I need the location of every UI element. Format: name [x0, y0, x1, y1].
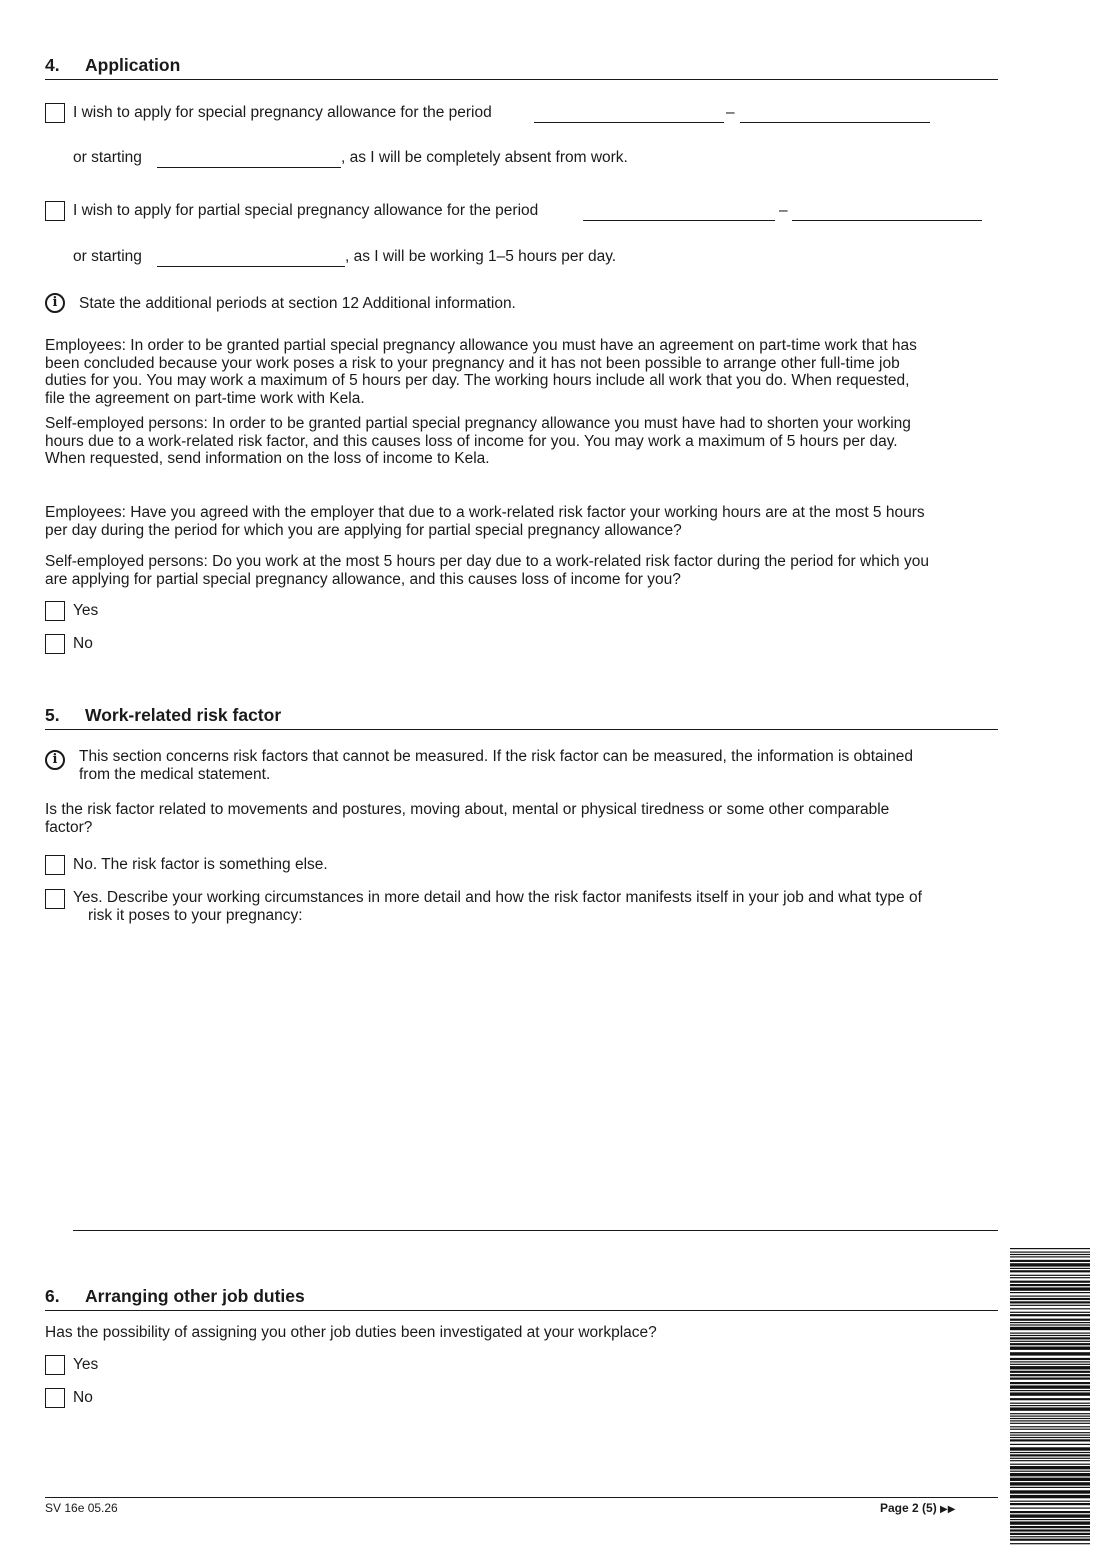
self-employed-question	[45, 553, 1000, 588]
duties-yes-checkbox[interactable]	[45, 1355, 65, 1375]
section-title-text: Application	[85, 55, 181, 75]
barcode-bar	[1010, 1437, 1090, 1438]
barcode-bar	[1010, 1281, 1090, 1283]
section-number: 4.	[45, 55, 60, 75]
barcode-bar	[1010, 1254, 1090, 1255]
question-line: Employees: Have you agreed with the employer that due to a work-related risk factor your working hours are at the most 5 hours	[45, 504, 925, 521]
section-5-title	[45, 705, 281, 726]
paragraph-line: hours due to a work-related risk factor, and this causes loss of income for you. You may work a maximum of 5 hours per day.	[45, 432, 898, 450]
section-title-text: Work-related risk factor	[85, 705, 282, 725]
info-icon: i	[45, 750, 65, 770]
info-note-line: This section concerns risk factors that cannot be measured. If the risk factor can be measured, the information is obtained	[79, 748, 913, 765]
barcode-bar	[1010, 1413, 1090, 1414]
barcode-bar	[1010, 1473, 1090, 1476]
hours-no-checkbox[interactable]	[45, 634, 65, 654]
section-number: 6.	[45, 1286, 60, 1306]
barcode-bar	[1010, 1341, 1090, 1342]
info-icon: i	[45, 293, 65, 313]
barcode-bar	[1010, 1252, 1090, 1253]
barcode-bar	[1010, 1420, 1090, 1421]
barcode-bar	[1010, 1322, 1090, 1323]
barcode-bar	[1010, 1464, 1090, 1465]
barcode-bar	[1010, 1526, 1090, 1528]
question-line: Self-employed persons: Do you work at the most 5 hours per day due to a work-related risk factor during the period for which you	[45, 553, 929, 570]
barcode-bar	[1010, 1343, 1090, 1345]
paragraph-line: Self-employed persons: In order to be granted partial special pregnancy allowance you must have had to shorten your working	[45, 415, 911, 432]
or-starting-label: or starting	[73, 149, 142, 166]
paragraph-line: Employees: In order to be granted partial special pregnancy allowance you must have an agreement on part-time work that has	[45, 337, 917, 354]
barcode-bar	[1010, 1275, 1090, 1276]
section-4-title	[45, 55, 180, 76]
employees-question	[45, 504, 1000, 539]
barcode-bar	[1010, 1296, 1090, 1297]
barcode-bar	[1010, 1529, 1090, 1531]
next-page-icon: ▶▶	[940, 1504, 956, 1515]
partial-allowance-label: I wish to apply for partial special pregnancy allowance for the period	[73, 202, 539, 219]
info-note	[79, 748, 913, 783]
barcode-bar	[1010, 1466, 1090, 1469]
barcode-bar	[1010, 1511, 1090, 1513]
barcode-bar	[1010, 1352, 1090, 1355]
barcode-bar	[1010, 1385, 1090, 1388]
barcode-bar	[1010, 1358, 1090, 1360]
barcode-bar	[1010, 1364, 1090, 1365]
barcode-bar	[1010, 1543, 1090, 1544]
barcode-bar	[1010, 1514, 1090, 1517]
barcode-bar	[1010, 1374, 1090, 1376]
barcode-bar	[1010, 1487, 1090, 1488]
section-title-text: Arranging other job duties	[85, 1286, 305, 1306]
full-period-start-field[interactable]	[534, 122, 724, 123]
paragraph-line: file the agreement on part-time work with Kela.	[45, 389, 365, 407]
barcode-bar	[1010, 1405, 1090, 1406]
paragraph-line: been concluded because your work poses a risk to your pregnancy and it has not been possible to arrange other full-time job	[45, 354, 900, 372]
risk-no-checkbox[interactable]	[45, 855, 65, 875]
barcode-bar	[1010, 1305, 1090, 1306]
page-indicator	[880, 1501, 955, 1515]
barcode-bar	[1010, 1490, 1090, 1493]
barcode-bar	[1010, 1416, 1090, 1417]
barcode-bar	[1010, 1432, 1090, 1433]
barcode-bar	[1010, 1533, 1090, 1535]
barcode-bar	[1010, 1482, 1090, 1485]
barcode-bar	[1010, 1426, 1090, 1427]
info-note: State the additional periods at section 12 Additional information.	[79, 295, 516, 312]
barcode-bar	[1010, 1521, 1090, 1524]
question-line: Is the risk factor related to movements and postures, moving about, mental or physical tiredness or some other comparable	[45, 801, 890, 818]
option-line: Yes. Describe your working circumstances in more detail and how the risk factor manifests itself in your job and what type of	[73, 889, 922, 906]
option-line: risk it poses to your pregnancy:	[88, 906, 303, 924]
question-line: per day during the period for which you are applying for partial special pregnancy allowance?	[45, 521, 682, 539]
job-duties-question: Has the possibility of assigning you other job duties been investigated at your workplace?	[45, 1324, 657, 1341]
risk-yes-checkbox[interactable]	[45, 889, 65, 909]
barcode-bar	[1010, 1390, 1090, 1391]
description-bottom-line	[73, 1230, 998, 1231]
barcode-bar	[1010, 1398, 1090, 1400]
partial-allowance-checkbox[interactable]	[45, 201, 65, 221]
question-line: factor?	[45, 818, 93, 836]
barcode-bar	[1010, 1366, 1090, 1369]
partial-start-date-field[interactable]	[157, 266, 345, 267]
partial-hours-text: , as I will be working 1–5 hours per day.	[345, 248, 617, 265]
employees-paragraph	[45, 337, 1000, 407]
barcode-bar	[1010, 1292, 1090, 1293]
or-starting-label: or starting	[73, 248, 142, 265]
yes-label: Yes	[73, 1356, 99, 1373]
barcode-bar	[1010, 1263, 1090, 1266]
barcode-bar	[1010, 1439, 1090, 1441]
barcode-bar	[1010, 1458, 1090, 1459]
barcode-bar	[1010, 1308, 1090, 1309]
barcode-bar	[1010, 1378, 1090, 1380]
barcode-bar	[1010, 1382, 1090, 1384]
barcode-bar	[1010, 1287, 1090, 1290]
form-code: SV 16e 05.26	[45, 1501, 118, 1515]
barcode-bar	[1010, 1447, 1090, 1450]
barcode-bar	[1010, 1314, 1090, 1316]
barcode-bar	[1010, 1407, 1090, 1410]
barcode-bar	[1010, 1452, 1090, 1453]
full-allowance-checkbox[interactable]	[45, 103, 65, 123]
barcode-bar	[1010, 1260, 1090, 1262]
barcode-bar	[1010, 1392, 1090, 1395]
full-absent-text: , as I will be completely absent from work.	[341, 149, 628, 166]
barcode-bar	[1010, 1277, 1090, 1278]
barcode-bar	[1010, 1371, 1090, 1373]
barcode-bar	[1010, 1454, 1090, 1456]
no-label: No	[73, 635, 93, 652]
paragraph-line: When requested, send information on the loss of income to Kela.	[45, 450, 490, 467]
no-label: No	[73, 1389, 93, 1406]
barcode-bar	[1010, 1519, 1090, 1520]
partial-period-start-field[interactable]	[583, 220, 775, 221]
barcode-bar	[1010, 1248, 1090, 1249]
barcode-bar	[1010, 1335, 1090, 1336]
yes-label: Yes	[73, 602, 99, 619]
hours-yes-checkbox[interactable]	[45, 601, 65, 621]
footer-rule	[45, 1497, 998, 1498]
self-employed-paragraph	[45, 415, 1000, 468]
barcode-bar	[1010, 1319, 1090, 1321]
barcode-bar	[1010, 1403, 1090, 1404]
risk-no-label: No. The risk factor is something else.	[73, 856, 328, 873]
section-6-title	[45, 1286, 305, 1307]
barcode-bar	[1010, 1423, 1090, 1424]
full-period-end-field[interactable]	[740, 122, 930, 123]
barcode-bar	[1010, 1503, 1090, 1505]
full-allowance-label: I wish to apply for special pregnancy allowance for the period	[73, 104, 492, 121]
page-number: Page 2 (5)	[880, 1501, 937, 1515]
paragraph-line: duties for you. You may work a maximum of 5 hours per day. The working hours include all work that you do. When requested,	[45, 372, 910, 389]
partial-period-end-field[interactable]	[792, 220, 982, 221]
section-divider	[45, 729, 998, 730]
barcode-bar	[1010, 1478, 1090, 1481]
barcode-bar	[1010, 1284, 1090, 1286]
question-line: are applying for partial special pregnancy allowance, and this causes loss of income for you?	[45, 570, 681, 588]
barcode-bar	[1010, 1539, 1090, 1541]
barcode-bar	[1010, 1536, 1090, 1537]
duties-no-checkbox[interactable]	[45, 1388, 65, 1408]
barcode-bar	[1010, 1460, 1090, 1461]
barcode-bar	[1010, 1501, 1090, 1502]
barcode-bar	[1010, 1337, 1090, 1339]
barcode-bar	[1010, 1324, 1090, 1325]
barcode-bar	[1010, 1301, 1090, 1303]
barcode-bar	[1010, 1361, 1090, 1362]
barcode-bar	[1010, 1268, 1090, 1269]
period-dash: –	[726, 104, 735, 121]
period-dash: –	[779, 202, 788, 219]
risk-description-area[interactable]	[73, 930, 998, 1228]
barcode-bar	[1010, 1444, 1090, 1445]
barcode-bar	[1010, 1471, 1090, 1472]
barcode-bar	[1010, 1508, 1090, 1509]
barcode-bar	[1010, 1347, 1090, 1350]
full-start-date-field[interactable]	[157, 167, 341, 168]
section-number: 5.	[45, 705, 60, 725]
barcode-bar	[1010, 1270, 1090, 1272]
section-divider	[45, 1310, 998, 1311]
barcode-bar	[1010, 1418, 1090, 1419]
info-note-line: from the medical statement.	[79, 765, 271, 783]
risk-yes-label	[73, 889, 922, 924]
barcode-bar	[1010, 1327, 1090, 1330]
risk-factor-question	[45, 801, 1000, 836]
barcode-bar	[1010, 1435, 1090, 1436]
barcode-bar	[1010, 1256, 1090, 1257]
section-divider	[45, 79, 998, 80]
barcode-image	[1010, 1248, 1090, 1548]
barcode-bar	[1010, 1333, 1090, 1334]
barcode-bar	[1010, 1298, 1090, 1300]
barcode-bar	[1010, 1312, 1090, 1313]
barcode-bar	[1010, 1495, 1090, 1498]
barcode-bar	[1010, 1429, 1090, 1430]
